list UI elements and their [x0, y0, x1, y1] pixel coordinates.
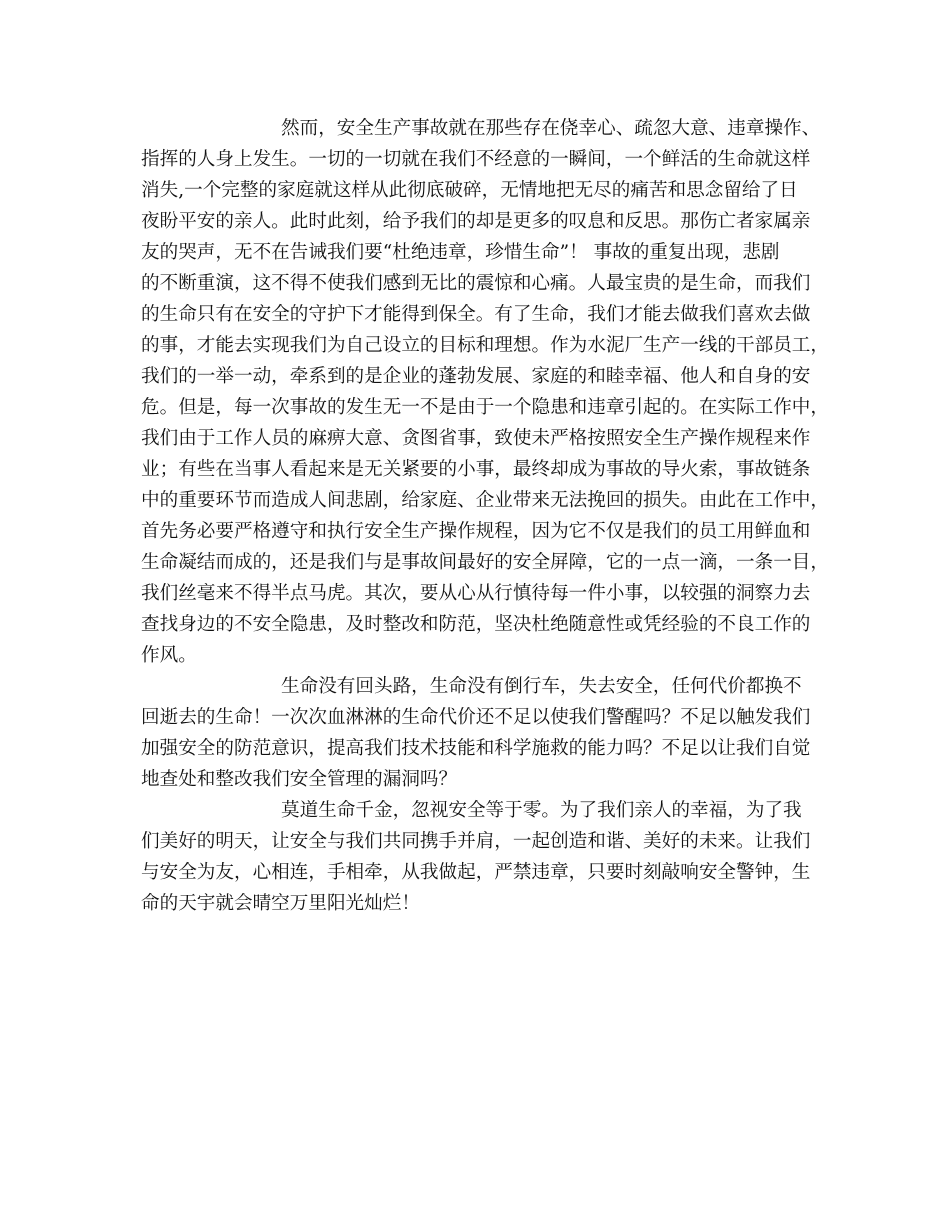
text-line: 友的哭声，无不在告诫我们要“杜绝违章，珍惜生命”！ 事故的重复出现，悲剧 [141, 242, 780, 263]
text-line: 作风。 [141, 645, 197, 666]
text-line: 我们丝毫来不得半点马虎。其次，要从心从行慎待每一件小事，以较强的洞察力去 [141, 583, 811, 604]
text-line: 我们由于工作人员的麻痹大意、贪图省事，致使未严格按照安全生产操作规程来作 [141, 428, 811, 449]
text-line: 们美好的明天，让安全与我们共同携手并肩，一起创造和谐、美好的未来。让我们 [141, 831, 811, 852]
text-line: 莫道生命千金，忽视安全等于零。为了我们亲人的幸福，为了我 [281, 800, 802, 821]
document-body [141, 113, 829, 919]
text-line: 地查处和整改我们安全管理的漏洞吗？ [141, 769, 458, 790]
text-line: 业；有些在当事人看起来是无关紧要的小事，最终却成为事故的导火索，事故链条 [141, 459, 811, 480]
text-line: 危。但是，每一次事故的发生无一不是由于一个隐患和违章引起的。在实际工作中， [141, 397, 829, 418]
paragraph-1 [141, 113, 829, 671]
text-line: 回逝去的生命！一次次血淋淋的生命代价还不足以使我们警醒吗？不足以触发我们 [141, 707, 811, 728]
paragraph-3 [141, 795, 815, 919]
text-line: 指挥的人身上发生。一切的一切就在我们不经意的一瞬间，一个鲜活的生命就这样 [141, 149, 811, 170]
text-line: 命的天宇就会晴空万里阳光灿烂！ [141, 893, 420, 914]
text-line: 然而，安全生产事故就在那些存在侥幸心、疏忽大意、违章操作、 [281, 118, 821, 139]
text-line: 中的重要环节而造成人间悲剧，给家庭、企业带来无法挽回的损失。由此在工作中， [141, 490, 829, 511]
text-line: 的不断重演，这不得不使我们感到无比的震惊和心痛。人最宝贵的是生命，而我们 [141, 273, 811, 294]
text-line: 的生命只有在安全的守护下才能得到保全。有了生命，我们才能去做我们喜欢去做 [141, 304, 811, 325]
text-line: 查找身边的不安全隐患，及时整改和防范，坚决杜绝随意性或凭经验的不良工作的 [141, 614, 811, 635]
text-line: 与安全为友，心相连，手相牵，从我做起，严禁违章，只要时刻敲响安全警钟，生 [141, 862, 811, 883]
text-line: 生命凝结而成的，还是我们与是事故间最好的安全屏障，它的一点一滴，一条一目， [141, 552, 829, 573]
text-line: 消失,一个完整的家庭就这样从此彻底破碎，无情地把无尽的痛苦和思念留给了日 [141, 180, 798, 201]
text-line: 我们的一举一动，牵系到的是企业的蓬勃发展、家庭的和睦幸福、他人和自身的安 [141, 366, 811, 387]
text-line: 夜盼平安的亲人。此时此刻，给予我们的却是更多的叹息和反思。那伤亡者家属亲 [141, 211, 811, 232]
text-line: 的事，才能去实现我们为自己设立的目标和理想。作为水泥厂生产一线的干部员工， [141, 335, 829, 356]
text-line: 生命没有回头路，生命没有倒行车，失去安全，任何代价都换不 [281, 676, 802, 697]
paragraph-2 [141, 671, 815, 795]
text-line: 加强安全的防范意识，提高我们技术技能和科学施救的能力吗？不足以让我们自觉 [141, 738, 811, 759]
text-line: 首先务必要严格遵守和执行安全生产操作规程，因为它不仅是我们的员工用鲜血和 [141, 521, 811, 542]
